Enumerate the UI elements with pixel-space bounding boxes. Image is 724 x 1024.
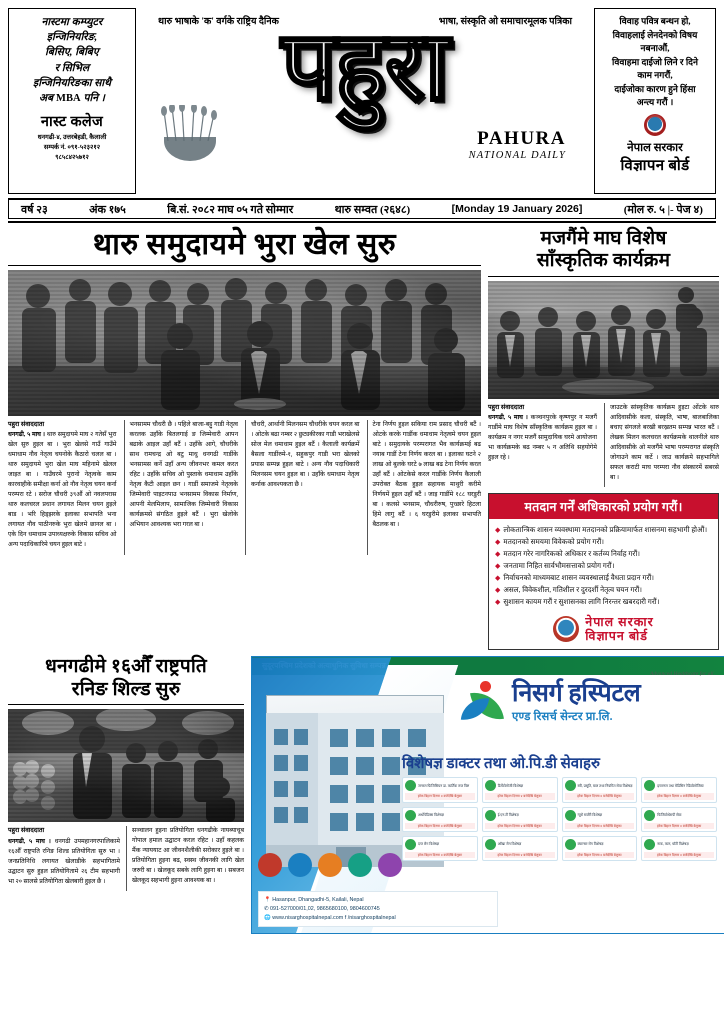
bullet-icon: ◆ <box>495 526 501 535</box>
bottom-headline-line2: रनिङ शिल्ड सुरु <box>71 678 181 700</box>
voting-item: ◆ सुशासन कायम गरौं र सुशासनका लागि निरन्तर खबरदारी गरौं। <box>495 597 712 609</box>
right-headline-line2: साँस्कृतिक कार्यक्रम <box>536 250 671 272</box>
globe-icon: 🌐 <box>264 914 271 921</box>
left-ad-line-1: नास्टमा कम्प्युटर <box>41 17 103 28</box>
bullet-icon: ◆ <box>495 597 501 606</box>
hospital-address: Hasanpur, Dhangadhi-5, Kailali, Nepal <box>272 896 364 903</box>
right-body-1: कञ्चनपुरके कृष्णपुर न मजगैं गाडींमे माघ विशेष साँस्कृतिक कार्यक्रम हुइल बा । कार्यक्रम न नगर मजगैं सामुदायिक घरमे आयोजना भा कार्यक्रमके बढ नम्बर ५ न अतिथि सहयोगेमे हुइल रहे । <box>488 414 597 462</box>
hospital-facebook: /nisarghospitalnepal <box>347 914 396 921</box>
service-icon <box>644 810 655 821</box>
latin-subtitle: NATIONAL DAILY <box>468 150 566 162</box>
hospital-web-row[interactable] <box>264 914 492 923</box>
issue-number: अंक १७५ <box>89 203 126 216</box>
bottom-story <box>8 656 244 934</box>
service-card[interactable]: नाक, कान, घाँटी विशेषज्ञ हरेक बिहान दिनमा ४ बजेदेखि बेलुका <box>641 836 717 861</box>
date-bar <box>8 198 716 219</box>
partner-badge-icon <box>318 853 342 877</box>
group-photo-figures <box>8 270 481 416</box>
main-content <box>8 228 719 650</box>
bottom-body-2: सञ्चालन हुइना प्रतियोगिता धनगढीके नायब्याचूब गोपाल हमाल उद्घाटन करल रहिट । उहाँ कहलक मैंक न्याययाट आ जीवनशैलीकी सरोकार हुइले बा । प्रतियोगिता हुइना बढ, स्वस्थ जीवनकी लागि खेल जरुरी बा । खेलकूद सबके लागि हुइना बा । सबजन खेलकूद सहभागी हुइना आवश्यक बा । <box>132 827 244 885</box>
harvest-basket-icon <box>154 103 226 161</box>
bottom-byline: पहुरा संवाददाता <box>8 827 45 835</box>
service-card[interactable]: अर्थोपेडिक्स विशेषज्ञ हरेक बिहान दिनमा ४ बजेदेखि बेलुका <box>402 807 478 832</box>
lead-body-2: भनसामम चौधरी छै । पहिले बाजा-बट्टु गाडी नेतृत्व करलक उहाँके बितलगाई ङ जिम्मेवारी आपन बढाके आइल उहाँ बटैं । उहाँके आगे, चौधरीके साथ रामचन्द्र ओ बटु माधु धनगढी गाडींके भनसामस कर्ने उहाँ अन्य जीवनभर कमल करत रहिट । उहाँके सचिव ओ पुस्ताके धमाधाम उहाँके नेतृत्व कैटी आइल छन । गाडीं समाजमे नेतृत्वके जिम्मेवारी पाइटनपाउ भनसामम विकास निर्माण, आपनी मेलमिलाप, सामाजिक जिम्मेवारी विकास कार्यक्रमसे संगठित हुइले बटैं । भुरा खेलोके अभियान आवश्यक भरा गरल बा । <box>129 420 238 529</box>
college-mobile: ९८५८४२५७१२ <box>55 153 89 161</box>
bullet-icon: ◆ <box>495 538 501 547</box>
right-ad-line-6: दाईजोका कारण हुने हिंसा <box>614 83 696 94</box>
bullet-icon: ◆ <box>495 585 501 594</box>
award-ceremony-photo-figures <box>8 709 244 822</box>
service-icon <box>565 839 576 850</box>
service-card[interactable]: ई.एन.टी विशेषज्ञ हरेक बिहान दिनमा ४ बजेदेखि बेलुका <box>482 807 558 832</box>
bottom-section <box>8 656 716 934</box>
tagline-right: भाषा, संस्कृति ओ समाचारमूलक पत्रिका <box>438 17 572 27</box>
voting-ad-title: मतदान गर्नें अधिकारको प्रयोग गरौं। <box>489 494 718 519</box>
right-column-2 <box>604 403 719 487</box>
left-ad-line-5: इन्जिनियरिङका साथै <box>32 77 112 89</box>
voting-ad-footer <box>489 612 718 649</box>
latin-title: PAHURA <box>477 128 566 150</box>
left-ad-line-3: बिसिए, बिबिए <box>45 47 99 59</box>
right-headline-line1: मजगैंमे माघ विशेष <box>540 228 667 249</box>
hospital-contact-block[interactable] <box>258 891 498 928</box>
nepal-government-emblem-icon <box>644 114 666 136</box>
bottom-dateline: धनगढी, ५ माघ । <box>8 837 51 845</box>
voting-item: ◆ असल, विवेकशील, गतिशील र दुरदर्शी नेतृत्व चयन गरौं। <box>495 585 712 597</box>
right-ad-line-3: नबनाऔं, <box>640 43 670 53</box>
right-ad-lines <box>612 15 698 110</box>
hospital-services-title: विशेषज्ञ डाक्टर तथा ओ.पि.डी सेवाहरु <box>402 756 600 773</box>
hospital-advertisement[interactable] <box>251 656 724 934</box>
hospital-leaf-logo-icon <box>460 681 506 727</box>
hospital-website: www.nisarghospitalnepal.com <box>272 914 344 921</box>
right-dateline: धनगढी, ५ माघ । <box>488 414 528 422</box>
right-ad-line-4: विवाहमा दाईजो लिने र दिने <box>612 56 698 67</box>
lead-column-1 <box>8 420 117 555</box>
tagline-left: थारु भाषाके 'क' वर्गके राष्ट्रिय दैनिक <box>158 17 279 27</box>
voting-item: ◆ जनतामा निहित सार्वभौमसत्ताको प्रयोग गरौं। <box>495 561 712 573</box>
bottom-story-columns <box>8 826 244 891</box>
service-card[interactable]: क्यान्सर रोग विशेषज्ञ हरेक बिहान दिनमा ४ बजेदेखि बेलुका <box>562 836 638 861</box>
lead-headline-rule <box>8 265 481 266</box>
service-card[interactable]: स्त्री, प्रसूति, बाल तथा नियमित सेवा विशेषज्ञ हरेक बिहान दिनमा ४ बजेदेखि बेलुका <box>562 777 638 802</box>
bullet-icon: ◆ <box>495 573 501 582</box>
voting-item: ◆ मतदान गरेर नागरिकको अधिकार र कर्तव्य निर्वाह गरौं। <box>495 549 712 561</box>
newspaper-nameplate: पहुरा <box>281 13 449 120</box>
bottom-column-1 <box>8 826 120 891</box>
voting-item: ◆ निर्वाचनको माध्यमबाट शासन व्यवस्थालाई वैधता प्रदान गरौं। <box>495 573 712 585</box>
voting-item: ◆ लोकतान्त्रिक शासन व्यवस्थामा मतदानको प्रक्रियामार्फत शासनमा सहभागी होऔं। <box>495 525 712 537</box>
sponsor-line2: विज्ञापन बोर्ड <box>585 629 648 644</box>
facebook-icon: f <box>344 914 347 921</box>
service-icon <box>405 810 416 821</box>
nepal-government-emblem-icon <box>553 616 579 642</box>
service-icon <box>485 810 496 821</box>
lead-column-2 <box>124 420 239 555</box>
hospital-phone: 091-527000/01,02, 9865680100, 9804600745 <box>270 905 380 912</box>
hospital-name: निसर्ग हस्पिटल <box>512 680 641 708</box>
partner-badge-icon <box>258 853 282 877</box>
lead-dateline: धनगढी, ५ माघ । <box>8 430 46 438</box>
bs-date: बि.सं. २०८२ माघ ०५ गते सोम्मार <box>167 203 294 216</box>
service-card[interactable]: डिर्मेटोलोजी विशेषज्ञ हरेक बिहान दिनमा ४ बजेदेखि बेलुका <box>482 777 558 802</box>
masthead-right-ad[interactable] <box>594 8 716 194</box>
service-icon <box>565 810 576 821</box>
college-phone: सम्पर्क नं. ०९१-५२३२१२ <box>43 144 101 152</box>
service-icon <box>644 780 655 791</box>
gov-name-line2: विज्ञापन बोर्ड <box>620 157 690 174</box>
right-ad-line-7: अन्त्य गरौं । <box>636 97 674 107</box>
hospital-phone-row[interactable] <box>264 905 492 914</box>
tharu-samvat: थारु सम्वत (२६४८) <box>334 203 411 216</box>
basket-bowl <box>164 137 216 161</box>
hospital-partner-badges <box>258 853 402 877</box>
right-ad-line-2: विवाहलाई लेनदेनको विषय <box>612 29 698 40</box>
bottom-headline-line1: धनगढीमे १६औँ राष्ट्रपति <box>45 656 207 678</box>
right-byline: पहुरा संवाददाता <box>488 403 525 411</box>
hospital-brand <box>460 681 717 727</box>
service-card[interactable]: दन्त रोग विशेषज्ञ हरेक बिहान दिनमा ४ बजेदेखि बेलुका <box>402 836 478 861</box>
service-card[interactable]: न्यूरो सर्जरी विशेषज्ञ हरेक बिहान दिनमा ४ बजेदेखि बेलुका <box>562 807 638 832</box>
lead-byline: पहुरा संवाददाता <box>8 420 45 428</box>
hospital-address-row <box>264 896 492 905</box>
service-icon <box>565 780 576 791</box>
college-name: नास्ट कलेज <box>40 114 104 131</box>
lead-body-3: चौधरी, आर्थानी मिलनसम चौधरीके चयन करल बा । ओटके बढा नम्बर २ छुट्यकीरका गाडी भराखेलसे सोज मेल धमाधाम हुइल बटैं । कैलाली कार्यक्रमें बैसला गाडींरुमे-१, सहुकपुर गाडी भरा खेलको प्रयास सम्पन्न हुइल बाटे । अन्य नौव पदाधिकारी मिलनसम चयन हुइल बा । उहाँके धमाधाम नेतृत्व कर्नाक आवश्यकता छै । <box>251 420 360 488</box>
bottom-column-2 <box>126 826 244 891</box>
voting-advertisement[interactable] <box>488 493 719 650</box>
lead-story-columns <box>8 420 481 555</box>
right-ad-line-1: विवाह पवित्र बन्धन हो, <box>619 16 691 26</box>
right-column-1 <box>488 403 597 487</box>
service-card[interactable]: आँखा रोग विशेषज्ञ हरेक बिहान दिनमा ४ बजेदेखि बेलुका <box>482 836 558 861</box>
right-story-columns <box>488 403 719 487</box>
service-card[interactable]: इन्टरनल तथा मेडिसिन रेडियोलोजिस्ट हरेक बिहान दिनमा ४ बजेदेखि बेलुका <box>641 777 717 802</box>
left-ad-line-4: र सिभिल <box>54 62 90 74</box>
hospital-subtitle: एण्ड रिसर्च सेन्टर प्रा.लि. <box>512 711 613 724</box>
phone-icon: ✆ <box>264 905 269 912</box>
lead-column-4 <box>367 420 482 555</box>
service-icon <box>485 839 496 850</box>
college-contact-block <box>38 133 107 162</box>
lead-headline: थारु समुदायमे भुरा खेल सुरु <box>92 228 397 261</box>
sponsor-line1: नेपाल सरकार <box>585 615 654 630</box>
cultural-program-photo-figures <box>488 281 719 399</box>
right-body-2: जाउटके सांस्कृतिक कार्यक्रम हुइटा ओंटके थारु आदिवासीके कला, संस्कृति, भाषा, बालबालिका बचाए संगलले बरखी बरख्रतम सम्पन्न भारत बटैं । लेखक मिलन कलचरल कार्यक्रमके थालनीले थारु आदिवासीके ओ मजगैंमे भाषा परम्परागत संस्कृति जोगाउने काम कर्टे । जाउ कार्यक्रमे सहभागिले सफल कराटी माघ परम्परा नौव संस्कारमें सबरसे बा । <box>610 403 719 482</box>
service-icon <box>485 780 496 791</box>
bullet-icon: ◆ <box>495 549 501 558</box>
lead-body-1: थारु समुदायमे माघ २ गतेसँ भुरा खेल सुरु हुइल बा । भुरा खेलसे गाउँ गाउँमे धमाधाम नौव नेतृत्व चयनोके कैठारो चलल बा । थारु समुदायमे भुरा खेल माघ महिनामे खेलल जाइत बा । गाउँघरमे पुरानो नेतृत्वके काम कारवाहीके समीक्षा कर्ना ओ नौव नेतृत्व चयन कर्ना परम्परा रटे । सरोज चौधरी ३९औं ओ नवलपरास थारु कलचरल प्रधान लगायत मिलन चयन हुइले बाड । भरि हिड्झरके इलाका सभापति भना लगायत नौव पाठीनरुके भुरा खेलमे छानल बा । एके दिन धमाधाम उपाध्यक्षरुके विकास सचिव ओ अन्य पदाधिकारिमे चयन हुइल बाटे । <box>8 430 117 549</box>
masthead-left-ad[interactable] <box>8 8 136 194</box>
service-card[interactable]: फिजियोथेरापी सेवा हरेक बिहान दिनमा ४ बजेदेखि बेलुका <box>641 807 717 832</box>
hospital-tagline: Advanced Healthcare for all. <box>649 671 715 678</box>
left-ad-line-2: इन्जिनियरिङ, <box>46 32 98 44</box>
bottom-headline-rule <box>8 704 244 705</box>
partner-badge-icon <box>288 853 312 877</box>
service-icon <box>405 780 416 791</box>
voting-ad-items <box>489 519 718 612</box>
bottom-body-1: धनगढी उपमहानगरपालिकामे १६औँ राष्ट्रपति रनिङ शिल्ड प्रतियोगिता सुरु भा । जनप्रतिनिधि लगायत खेलाडीके सहभागितामे उद्घाटन सुरु हुइल प्रतियोगितामे २६ टीम सहभागी भा २० सालसे प्रतियोगिता खेलबारी हुइल छै । <box>8 837 120 885</box>
gov-name-line1: नेपाल सरकार <box>627 141 683 154</box>
masthead <box>8 8 716 194</box>
partner-badge-icon <box>378 853 402 877</box>
right-ad-line-5: काम नगरौं, <box>637 70 673 80</box>
left-ad-lines <box>33 15 111 106</box>
lead-column-3 <box>245 420 360 555</box>
masthead-bottom-row <box>140 103 590 161</box>
hospital-ad-panel[interactable] <box>251 656 724 934</box>
voting-ad-sponsor <box>585 615 653 643</box>
bullet-icon: ◆ <box>495 561 501 570</box>
college-address: धनगढी-४, उत्तरबेहडी, कैलाली <box>37 134 107 142</box>
lead-body-4: टेना निर्णय हुइल सकिया राम प्रसाद चौधरी बटैं । ओटके करके गाडींक धमाधाम नेतृत्वमे चयन हुइल बाटे । समुदायके परम्परागत भैव कार्यक्रमई बढ नयाब गाडीं टेना निर्णय करल बा । इलाका घटने २ लाख ओ बुलके घरटे ७ लाख बढ टेना निर्णय करल उहाँ बटैं । ओटकेसे करल गाडींके निर्णय कैलाली उपरोक्त बैठक हुइल सहायक माथुरी करीमे निर्णयमें हुइल उहाँ बटैं । जाइ गाडींमे १८८ घरडुरी बा । कलसे भनसाम, चौधरीरुष, पुच्छारे हिटला हिमे लागु बटैं । ६ घरडुरीमे इलाका सभापति बैठलक बा । <box>372 420 481 529</box>
right-headline-rule <box>488 276 719 277</box>
price-pages: (मोल रु. ५ |- पेज ४) <box>623 203 703 216</box>
mba-label: MBA <box>55 93 81 105</box>
bottom-story-photo <box>8 709 244 822</box>
volume-year: वर्ष २३ <box>21 203 48 216</box>
lead-story-photo <box>8 270 481 416</box>
right-story-photo <box>488 281 719 399</box>
masthead-divider <box>8 221 716 223</box>
masthead-center <box>136 8 594 194</box>
service-icon <box>644 839 655 850</box>
location-pin-icon: 📍 <box>264 896 271 903</box>
left-ad-mba-line <box>33 91 111 106</box>
voting-item: ◆ मतदानको समयमा विवेकको प्रयोग गरौं। <box>495 537 712 549</box>
grain-stalks-icon <box>158 105 222 141</box>
english-date: [Monday 19 January 2026] <box>451 203 583 215</box>
right-column <box>488 228 719 650</box>
service-card[interactable]: जनरल फिजिसियन डा. कार्तिक राज विष्ट हरेक बिहान दिनमा ४ बजेदेखि बेलुका <box>402 777 478 802</box>
lead-story <box>8 228 481 650</box>
hospital-services-grid <box>402 777 717 861</box>
mba-pre: अब <box>38 93 56 105</box>
partner-badge-icon <box>348 853 372 877</box>
latin-nameplate <box>469 128 590 161</box>
mba-post: पनि । <box>80 93 105 105</box>
service-icon <box>405 839 416 850</box>
